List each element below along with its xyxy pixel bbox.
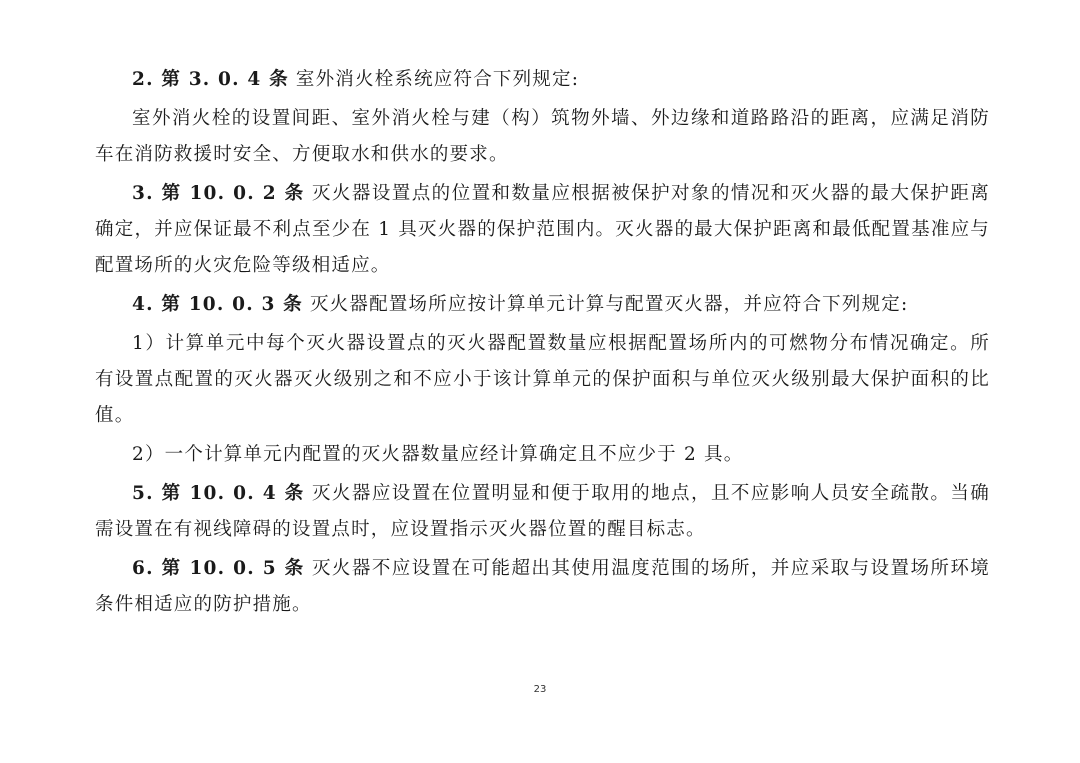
clause-number: 5. 第 10. 0. 4 条 xyxy=(132,483,305,504)
clause-number: 2. 第 3. 0. 4 条 xyxy=(132,69,289,90)
paragraph-subitem-2 xyxy=(95,437,990,473)
clause-number: 3. 第 10. 0. 2 条 xyxy=(132,183,305,204)
paragraph-item-3-0-4 xyxy=(95,62,990,98)
document-body xyxy=(95,62,990,626)
paragraph-text: 灭火器设置点的位置和数量应根据被保护对象的情况和灭火器的最大保护距离确定，并应保证最不利点至少在 1 具灭火器的保护范围内。灭火器的最大保护距离和最低配置基准应与配置场所的火灾危险等级相适应。 xyxy=(95,183,990,276)
paragraph-item-10-0-4 xyxy=(95,476,990,548)
paragraph-text: 1）计算单元中每个灭火器设置点的灭火器配置数量应根据配置场所内的可燃物分布情况确定。所有设置点配置的灭火器灭火级别之和不应小于该计算单元的保护面积与单位灭火级别最大保护面积的比值。 xyxy=(95,333,990,426)
clause-number: 4. 第 10. 0. 3 条 xyxy=(132,294,303,315)
paragraph-text: 室外消火栓的设置间距、室外消火栓与建（构）筑物外墙、外边缘和道路路沿的距离，应满足消防车在消防救援时安全、方便取水和供水的要求。 xyxy=(95,108,990,165)
paragraph-subitem-1 xyxy=(95,326,990,434)
clause-number: 6. 第 10. 0. 5 条 xyxy=(132,558,305,579)
page-number: 23 xyxy=(533,684,547,695)
paragraph-text: 灭火器不应设置在可能超出其使用温度范围的场所，并应采取与设置场所环境条件相适应的防护措施。 xyxy=(95,558,990,615)
paragraph-text: 室外消火栓系统应符合下列规定: xyxy=(288,69,580,90)
paragraph-text: 灭火器应设置在位置明显和便于取用的地点，且不应影响人员安全疏散。当确需设置在有视线障碍的设置点时，应设置指示灭火器位置的醒目标志。 xyxy=(95,483,990,540)
paragraph-text: 灭火器配置场所应按计算单元计算与配置灭火器，并应符合下列规定: xyxy=(302,294,909,315)
paragraph-item-10-0-2 xyxy=(95,176,990,284)
paragraph-item-10-0-5 xyxy=(95,551,990,623)
paragraph-hydrant-spacing xyxy=(95,101,990,173)
paragraph-item-10-0-3 xyxy=(95,287,990,323)
paragraph-text: 2）一个计算单元内配置的灭火器数量应经计算确定且不应少于 2 具。 xyxy=(132,444,744,465)
